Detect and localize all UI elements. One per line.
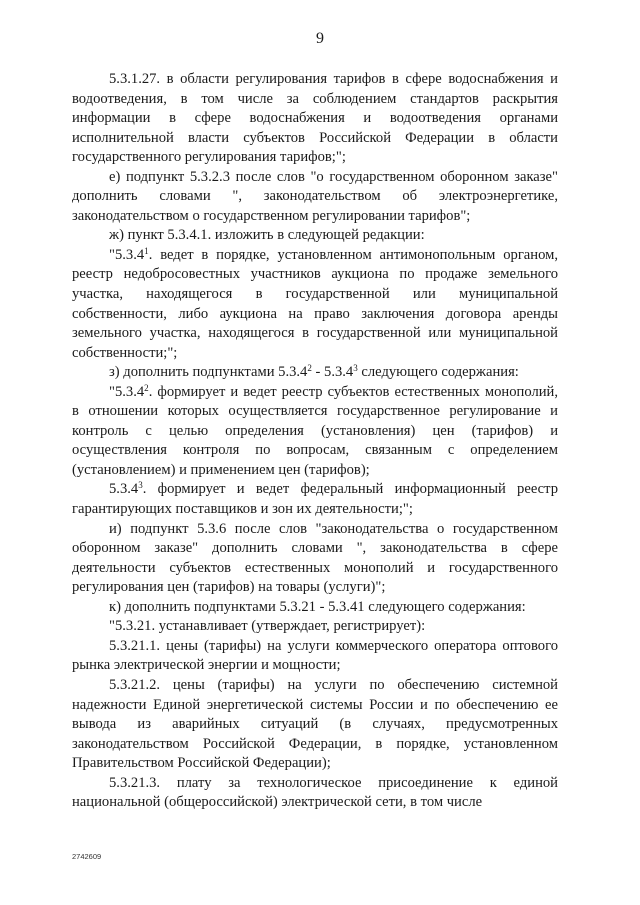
paragraph: 5.3.21.2. цены (тарифы) на услуги по обеспечению системной надежности Единой энергетической системы России и по обеспечению ее вывода из аварийных ситуаций (в случаях, предусмотренных законодательством Российской Федерации, в порядке, установленном Правительством Российской Федерации); <box>72 676 558 772</box>
paragraph: 5.3.4$^3$. формирует и ведет федеральный информационный реестр гарантирующих поставщиков и зон их деятельности;"; <box>72 480 558 518</box>
superscript: 2 <box>144 382 149 393</box>
paragraph: "5.3.4$^1$. ведет в порядке, установленном антимонопольным органом, реестр недобросовестных участников аукциона по продаже земельного участка, находящегося в государственной или муниципальной собственности, либо аукциона на право заключения договора аренды земельного участка, находящегося в государственной или муниципальной собственности;"; <box>72 245 558 361</box>
paragraph: е) подпункт 5.3.2.3 после слов "о государственном оборонном заказе" дополнить словами ", законодательством об электроэнергетике, законодательством о государственном регулировании тарифов"; <box>72 168 558 224</box>
paragraph: "5.3.21. устанавливает (утверждает, регистрирует): <box>109 618 426 635</box>
paragraph: и) подпункт 5.3.6 после слов "законодательства о государственном оборонном заказе" дополнить словами ", законодательства в сфере деятельности субъектов естественных монополий и государственного регулирования цен (тарифов) на товары (услуги)"; <box>72 520 558 596</box>
superscript: 3 <box>138 480 143 491</box>
document-body <box>72 70 558 813</box>
paragraph: 5.3.21.1. цены (тарифы) на услуги коммерческого оператора оптового рынка электрической энергии и мощности; <box>72 637 558 674</box>
superscript: 2 <box>307 363 312 374</box>
paragraph: "5.3.4$^2$. формирует и ведет реестр субъектов естественных монополий, в отношении которых осуществляется государственное регулирование и контроль с целью определения (установления) цен (тарифов) и осуществления контроля по вопросам, связанным с определением (установлением) и применением цен (тарифов); <box>72 382 558 478</box>
superscript: 1 <box>144 245 149 256</box>
paragraph: 5.3.21.3. плату за технологическое присоединение к единой национальной (общероссийской) электрической сети, в том числе <box>72 774 558 811</box>
paragraph: 5.3.1.27. в области регулирования тарифов в сфере водоснабжения и водоотведения, в том числе за соблюдением стандартов раскрытия информации в сфере водоснабжения и водоотведения органами исполнительной власти субъектов Российской Федерации в области государственного регулирования тарифов;"; <box>72 71 558 166</box>
paragraph: з) дополнить подпунктами 5.3.4$^2$ - 5.3.4$^3$ следующего содержания: <box>109 363 519 381</box>
paragraph: ж) пункт 5.3.4.1. изложить в следующей редакции: <box>109 227 425 244</box>
document-code: 2742609 <box>72 852 102 861</box>
paragraph: к) дополнить подпунктами 5.3.21 - 5.3.41 следующего содержания: <box>109 598 526 615</box>
superscript: 3 <box>353 363 358 374</box>
page-number: 9 <box>316 30 324 47</box>
